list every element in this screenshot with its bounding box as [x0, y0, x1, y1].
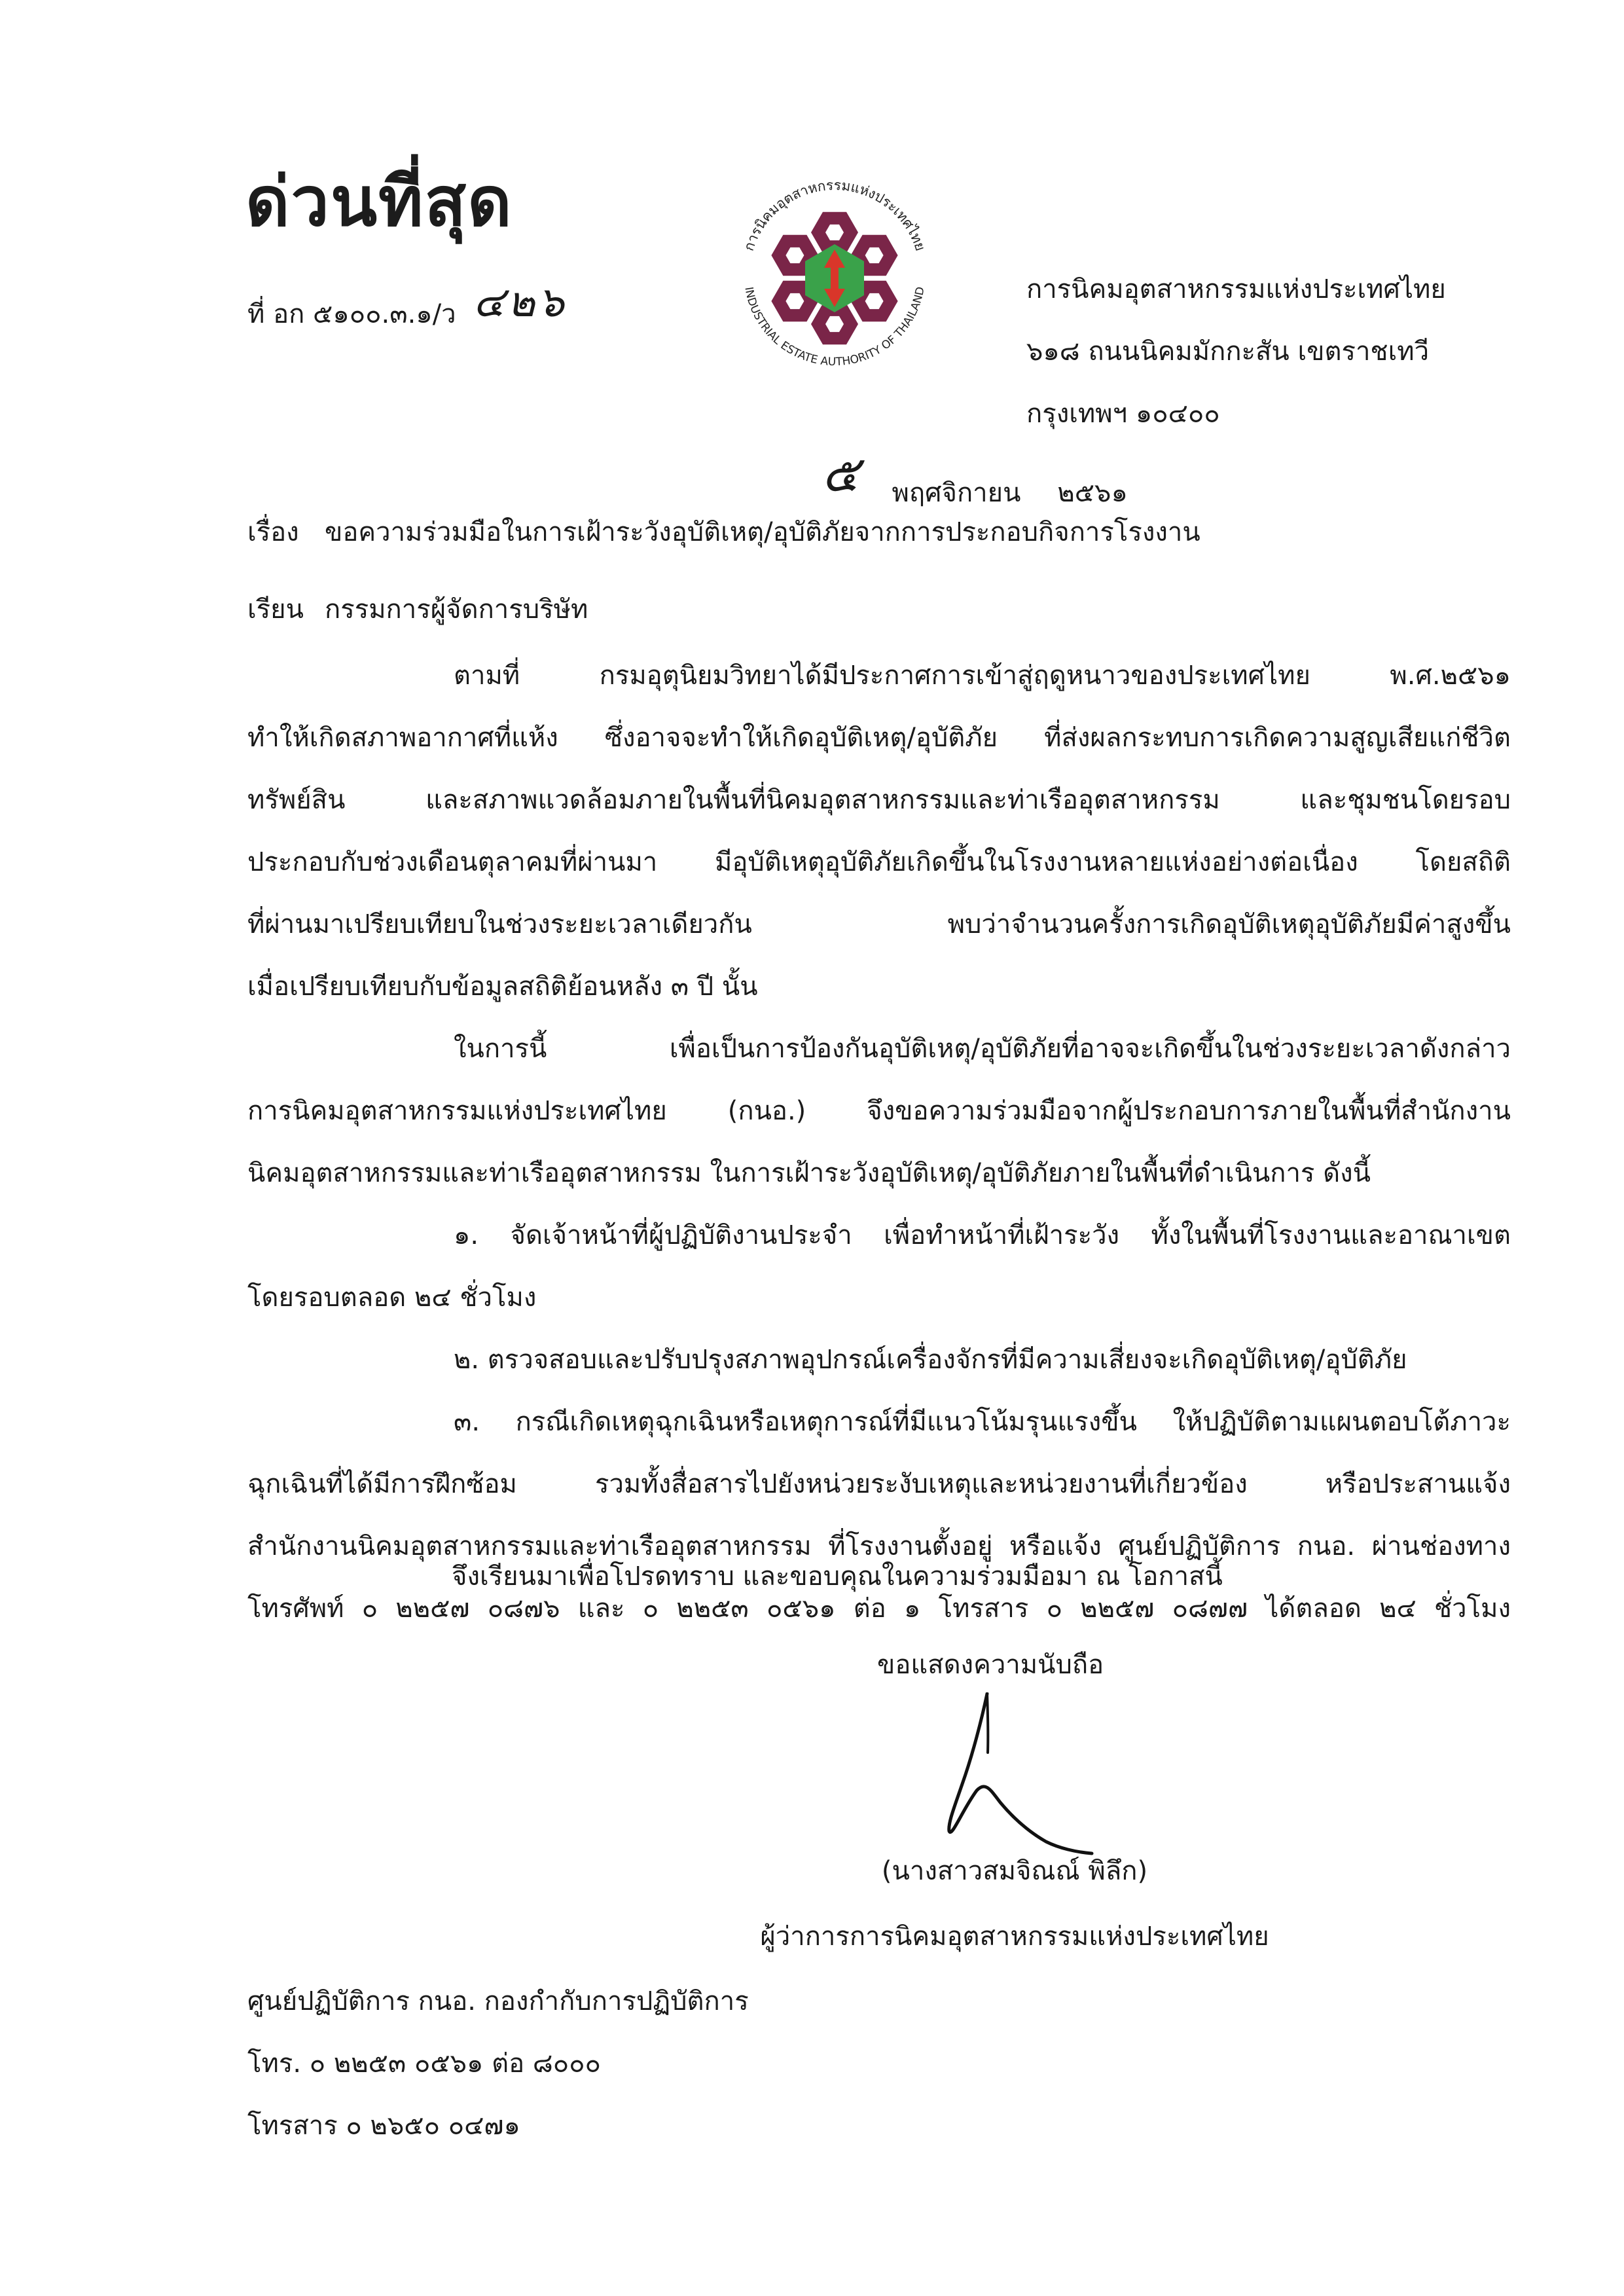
footer-tel: โทร. ๐ ๒๒๕๓ ๐๕๖๑ ต่อ ๘๐๐๐ — [247, 2049, 601, 2079]
document-number — [247, 275, 567, 342]
paragraph-1-line: ที่ผ่านมาเปรียบเทียบในช่วงระยะเวลาเดียวกัน พบว่าจำนวนครั้งการเกิดอุบัติเหตุอุบัติภัยมีค่าสูงขึ้น — [247, 909, 1511, 939]
closing-line: จึงเรียนมาเพื่อโปรดทราบ และขอบคุณในความร่วมมือมา ณ โอกาสนี้ — [452, 1561, 1223, 1592]
logo-arc-text-th: การนิคมอุตสาหกรรมแห่งประเทศไทย — [740, 177, 929, 253]
signer-name: (นางสาวสมจิณณ์ พิลึก) — [881, 1856, 1148, 1886]
subject-text: ขอความร่วมมือในการเฝ้าระวังอุบัติเหตุ/อุบัติภัยจากการประกอบกิจการโรงงาน — [325, 517, 1200, 547]
paragraph-2-line: การนิคมอุตสาหกรรมแห่งประเทศไทย (กนอ.) จึงขอความร่วมมือจากผู้ประกอบการภายในพื้นที่สำนักงาน — [247, 1096, 1511, 1126]
paragraph-1-line: ตามที่ กรมอุตุนิยมวิทยาได้มีประกาศการเข้าสู่ฤดูหนาวของประเทศไทย พ.ศ.๒๕๖๑ — [454, 661, 1511, 691]
date-month: พฤศจิกายน — [892, 478, 1021, 508]
footer-unit: ศูนย์ปฏิบัติการ กนอ. กองกำกับการปฏิบัติการ — [247, 1986, 749, 2016]
paragraph-1-line: ประกอบกับช่วงเดือนตุลาคมที่ผ่านมา มีอุบัติเหตุอุบัติภัยเกิดขึ้นในโรงงานหลายแห่งอย่างต่อเนื่อง โดยสถิติ — [247, 847, 1511, 877]
item-3-line: ๓. กรณีเกิดเหตุฉุกเฉินหรือเหตุการณ์ที่มีแนวโน้มรุนแรงขึ้น ให้ปฏิบัติตามแผนตอบโต้ภาวะ — [454, 1407, 1511, 1437]
date-year: ๒๕๖๑ — [1057, 478, 1128, 508]
subject-line — [247, 511, 1200, 553]
item-2-line: ๒. ตรวจสอบและปรับปรุงสภาพอุปกรณ์เครื่องจักรที่มีความเสี่ยงจะเกิดอุบัติเหตุ/อุบัติภัย — [454, 1345, 1407, 1375]
item-3-line: สำนักงานนิคมอุตสาหกรรมและท่าเรืออุตสาหกรรม ที่โรงงานตั้งอยู่ หรือแจ้ง ศูนย์ปฏิบัติการ กนอ. ผ่านช่องทาง — [247, 1531, 1511, 1561]
recipient-line — [247, 588, 588, 630]
paragraph-2-line: ในการนี้ เพื่อเป็นการป้องกันอุบัติเหตุ/อุบัติภัยที่อาจจะเกิดขึ้นในช่วงระยะเวลาดังกล่าว — [454, 1034, 1511, 1064]
paragraph-1-line: ทำให้เกิดสภาพอากาศที่แห้ง ซึ่งอาจจะทำให้เกิดอุบัติเหตุ/อุบัติภัย ที่ส่งผลกระทบการเกิดความสูญเสียแก่ชีวิต — [247, 723, 1511, 753]
organization-address — [1026, 259, 1446, 445]
paragraph-1-line: ทรัพย์สิน และสภาพแวดล้อมภายในพื้นที่นิคมอุตสาหกรรมและท่าเรืออุตสาหกรรม และชุมชนโดยรอบ — [247, 785, 1511, 815]
item-3-line: โทรศัพท์ ๐ ๒๒๕๗ ๐๘๗๖ และ ๐ ๒๒๕๓ ๐๕๖๑ ต่อ ๑ โทรสาร ๐ ๒๒๕๗ ๐๘๗๗ ได้ตลอด ๒๔ ชั่วโมง — [247, 1594, 1511, 1624]
recipient-label: เรียน — [247, 594, 304, 625]
handwritten-signature — [936, 1692, 1132, 1869]
recipient-text: กรรมการผู้จัดการบริษัท — [325, 594, 588, 625]
paragraph-2-line: นิคมอุตสาหกรรมและท่าเรืออุตสาหกรรม ในการเฝ้าระวังอุบัติเหตุ/อุบัติภัยภายในพื้นที่ดำเนินการ ดังนี้ — [247, 1158, 1371, 1188]
letter-body — [247, 645, 1511, 1640]
ieat-logo-icon — [723, 164, 946, 386]
address-line-2: กรุงเทพฯ ๑๐๔๐๐ — [1026, 399, 1220, 429]
subject-label: เรื่อง — [247, 517, 299, 547]
item-1-line: ๑. จัดเจ้าหน้าที่ผู้ปฏิบัติงานประจำ เพื่อทำหน้าที่เฝ้าระวัง ทั้งในพื้นที่โรงงานและอาณาเขต — [454, 1220, 1511, 1250]
date-day: ๕ — [821, 445, 859, 503]
document-number-label: ที่ อก ๕๑๐๐.๓.๑/ว — [247, 299, 456, 329]
item-1-line: โดยรอบตลอด ๒๔ ชั่วโมง — [247, 1283, 537, 1313]
item-3-line: ฉุกเฉินที่ได้มีการฝึกซ้อม รวมทั้งสื่อสารไปยังหน่วยระงับเหตุและหน่วยงานที่เกี่ยวข้อง หรือประสานแจ้ง — [247, 1469, 1511, 1499]
paragraph-1-line: เมื่อเปรียบเทียบกับข้อมูลสถิติย้อนหลัง ๓ ปี นั้น — [247, 972, 758, 1002]
contact-footer — [247, 1971, 749, 2157]
logo-arc-text-en: INDUSTRIAL ESTATE AUTHORITY OF THAILAND — [742, 285, 928, 369]
signer-title: ผู้ว่าการการนิคมอุตสาหกรรมแห่งประเทศไทย — [760, 1922, 1269, 1952]
document-number-handwritten: ๔๒๖ — [473, 278, 567, 327]
urgent-stamp: ด่วนที่สุด — [245, 161, 513, 242]
regards-text: ขอแสดงความนับถือ — [877, 1650, 1104, 1680]
address-line-1: ๖๑๘ ถนนนิคมมักกะสัน เขตราชเทวี — [1026, 337, 1430, 367]
footer-fax: โทรสาร ๐ ๒๖๕๐ ๐๔๗๑ — [247, 2111, 520, 2141]
organization-name: การนิคมอุตสาหกรรมแห่งประเทศไทย — [1026, 274, 1446, 304]
